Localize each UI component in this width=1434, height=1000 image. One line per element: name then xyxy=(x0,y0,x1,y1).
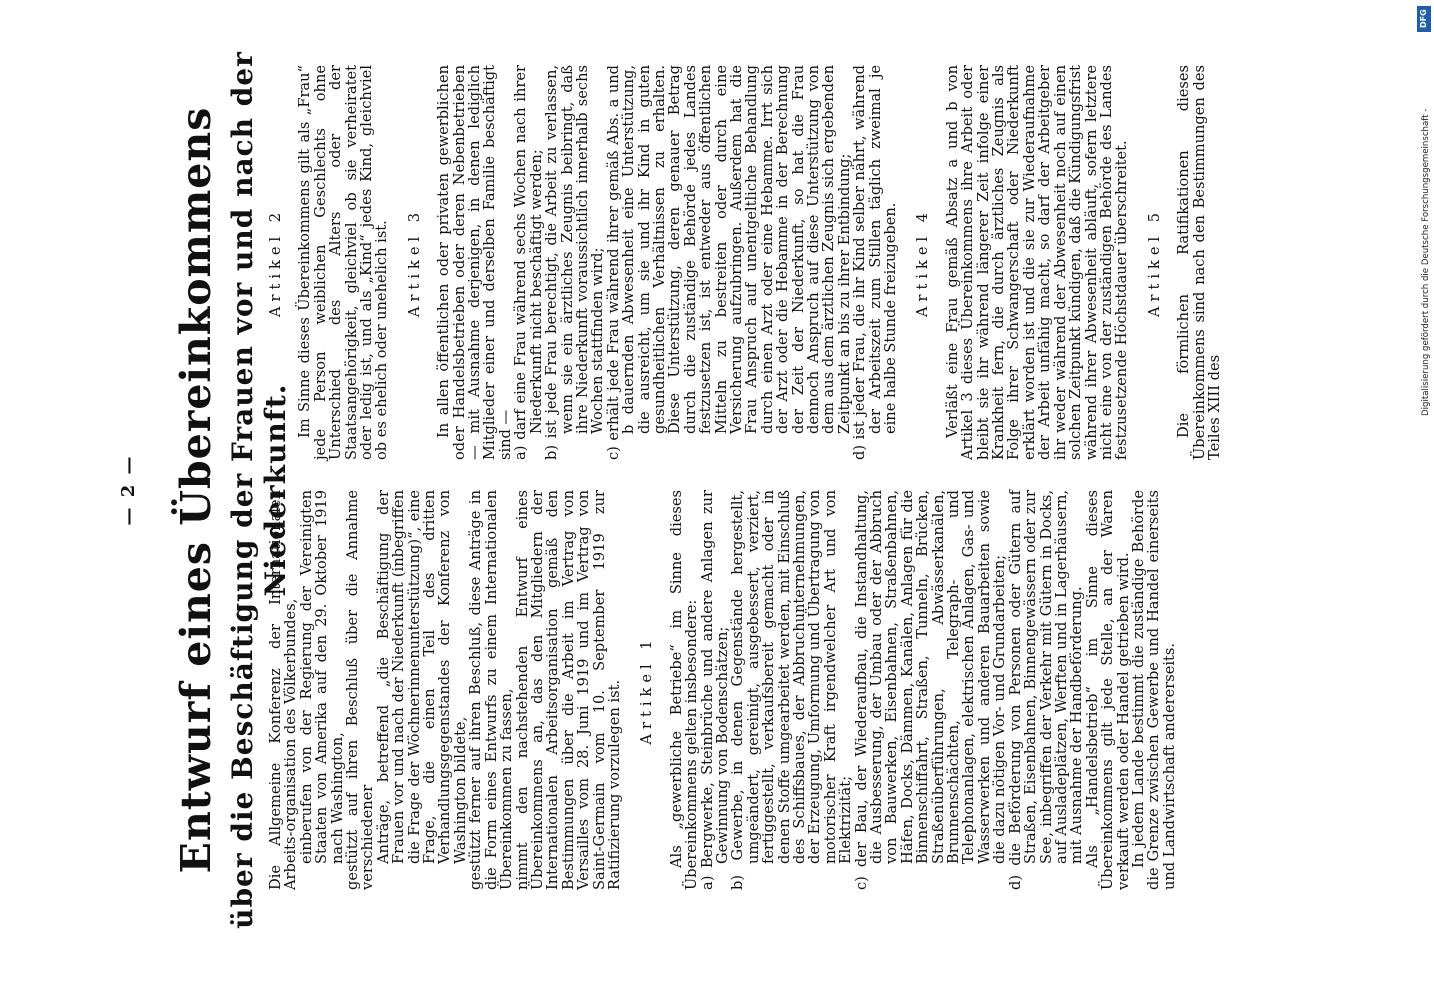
paragraph: In allen öffentlichen oder privaten gewerblichen oder Handelsbetrieben oder deren Nebenbetrieben — mit Ausnahme derjenigen, in denen lediglich Mitglieder einer und derselben Familie beschäftigt sind — xyxy=(435,65,514,460)
text-column-right xyxy=(268,65,1222,460)
document-title: Entwurf eines Übereinkommens xyxy=(172,106,220,874)
article-heading: Artikel 1 xyxy=(638,635,656,745)
list-item: d) die Beförderung von Personen oder Gütern auf Straßen, Eisenbahnen, Binnengewässern oder zur See, inbegriffen der Verkehr mit Gütern in Docks, auf Ausladeplätzen, Werften und in Lagerhäusern, mit Ausnahme der Handbeförderung. xyxy=(1006,490,1086,890)
article-heading: Artikel 5 xyxy=(1145,207,1163,318)
paragraph: Als „Handelsbetrieb“ im Sinne dieses Übereinkommens gilt jede Stelle, an der Waren verkauft werden oder Handel getrieben wird. xyxy=(1083,490,1132,890)
list-item: c) der Bau, der Wiederaufbau, die Instandhaltung, die Ausbesserung, der Umbau oder der Abbruch von Bauwerken, Eisenbahnen, Straßenbahnen, Häfen, Docks, Dämmen, Kanälen, Anlagen für die Binnenschiffahrt, Straßen, Tunneln, Brücken, Straßenüberführungen, Abwässerkanälen, Brunnenschächten, Telegraph- und Telephonanlagen, elektrischen Anlagen, Gas- und Wasserwerken und anderen Bauarbeiten sowie die dazu nötigen Vor- und Grundarbeiten; xyxy=(852,490,1009,890)
paragraph: gestützt auf ihren Beschluß über die Annahme verschiedener xyxy=(344,490,377,890)
article-heading: Artikel 4 xyxy=(914,207,932,318)
paragraph: nimmt den nachstehenden Entwurf eines Übereinkommens an, das den Mitgliedern der Internationalen Arbeitsorganisation gemäß den Bestimmungen über die Arbeit im Vertrag von Versailles vom 28. Juni 1919 und im Vertrag von Saint-Germain vom 10. September 1919 zur Ratifizierung vorzulegen ist. xyxy=(513,490,623,890)
paragraph: Im Sinne dieses Übereinkommens gilt als „Frau“ jede Person weiblichen Geschlechts ohne Unterschied des Alters oder der Staatsangehörigkeit, gleichviel ob sie verheiratet oder ledig ist, und als „Kind“ jedes Kind, gleichviel ob es ehelich oder unehelich ist. xyxy=(296,65,391,460)
paragraph: Verläßt eine Frau gemäß Absatz a und b von Artikel 3 dieses Übereinkommens ihre Arbeit oder bleibt sie ihr während längerer Zeit infolge einer Krankheit fern, die durch ärztliches Zeugnis als Folge ihrer Schwangerschaft oder Niederkunft erklärt worden ist und die sie zur Wiederaufnahme der Arbeit unfähig macht, so darf der Arbeitgeber ihr weder während der Abwesenheit noch auf einen solchen Zeitpunkt kündigen, daß die Kündigungsfrist während ihrer Abwesenheit abläuft, sofern letztere nicht eine von der zuständigen Behörde des Landes festzusetzende Höchstdauer überschreitet. xyxy=(943,65,1131,460)
page-number: — 2 — xyxy=(118,454,139,526)
paragraph: Die förmlichen Ratifikationen dieses Übereinkommens sind nach den Bestimmungen des Teiles XIII des xyxy=(1175,65,1223,460)
list-item: a) darf eine Frau während sechs Wochen nach ihrer Niederkunft nicht beschäftigt werden; xyxy=(512,65,545,460)
article-heading: Artikel 3 xyxy=(405,207,423,318)
paragraph: gestützt ferner auf ihren Beschluß, diese Anträge in die Form eines Entwurfs zu einem Internationalen Übereinkommen zu fassen, xyxy=(467,490,516,890)
paragraph: In jedem Lande bestimmt die zuständige Behörde die Grenze zwischen Gewerbe und Handel einerseits und Landwirtschaft andererseits. xyxy=(1129,490,1178,890)
paragraph: Als „gewerbliche Betriebe“ im Sinne dieses Übereinkommens gelten insbesondere: xyxy=(667,490,701,890)
paragraph: Die Allgemeine Konferenz der Internationalen Arbeits-organisation des Völkerbundes, xyxy=(267,490,300,890)
document-subtitle: über die Beschäftigung der Frauen vor und nach der Niederkunft. xyxy=(226,51,292,929)
paragraph: Anträge, betreffend „die Beschäftigung der Frauen vor und nach der Niederkunft (inbegriffen die Frage der Wöchnerinnenunterstützung)“, eine Frage, die einen Teil des dritten Verhandlungsgegenstandes der Konferenz von Washington bildete, xyxy=(374,490,469,864)
article-heading: Artikel 2 xyxy=(267,207,284,318)
digitization-credit: Digitalisierung gefördert durch die Deutsche Forschungsgemeinschaft - xyxy=(1421,108,1431,416)
paragraph: einberufen von der Regierung der Vereinigten Staaten von Amerika auf den 29. Oktober 1919 nach Washington, xyxy=(297,490,346,864)
text-column-left xyxy=(268,490,1177,890)
list-item: b) Gewerbe, in denen Gegenstände hergestellt, umgeändert, gereinigt, ausgebessert, verziert, fertiggestellt, verkaufsbereit gemacht oder in denen Stoffe umgearbeitet werden, mit Einschluß des Schiffsbaues, der Abbruchunternehmungen, der Erzeugung, Umformung und Übertragung von motorischer Kraft irgendwelcher Art und von Elektrizität; xyxy=(729,490,855,890)
list-item: a) Bergwerke, Steinbrüche und andere Anlagen zur Gewinnung von Bodenschätzen; xyxy=(698,490,731,890)
dfg-logo: DFG xyxy=(1417,6,1431,32)
list-item: b) ist jede Frau berechtigt, die Arbeit zu verlassen, wenn sie ein ärztliches Zeugnis beibringt, daß ihre Niederkunft voraussichtlich innerhalb sechs Wochen stattfinden wird; xyxy=(543,65,607,460)
list-item: c) erhält jede Frau während ihrer gemäß Abs. a und b dauernden Abwesenheit eine Unterstützung, die ausreicht, um sie und ihr Kind in guten gesundheitlichen Verhältnissen zu erhalten. Diese Unterstützung, deren genauer Betrag durch die zuständige Behörde jedes Landes festzusetzen ist, ist entweder aus öffentlichen Mitteln zu bestreiten oder durch eine Versicherung aufzubringen. Außerdem hat die Frau Anspruch auf unentgeltliche Behandlung durch einen Arzt oder eine Hebamme. Irrt sich der Arzt oder die Hebamme in der Berechnung der Zeit der Niederkunft, so hat die Frau dennoch Anspruch auf diese Unterstützung von dem aus dem ärztlichen Zeugnis sich ergebenden Zeitpunkt an bis zu ihrer Entbindung; xyxy=(604,65,853,460)
list-item: d) ist jeder Frau, die ihr Kind selber nährt, während der Arbeitszeit zum Stillen täglich zweimal je eine halbe Stunde freizugeben. xyxy=(851,65,900,460)
